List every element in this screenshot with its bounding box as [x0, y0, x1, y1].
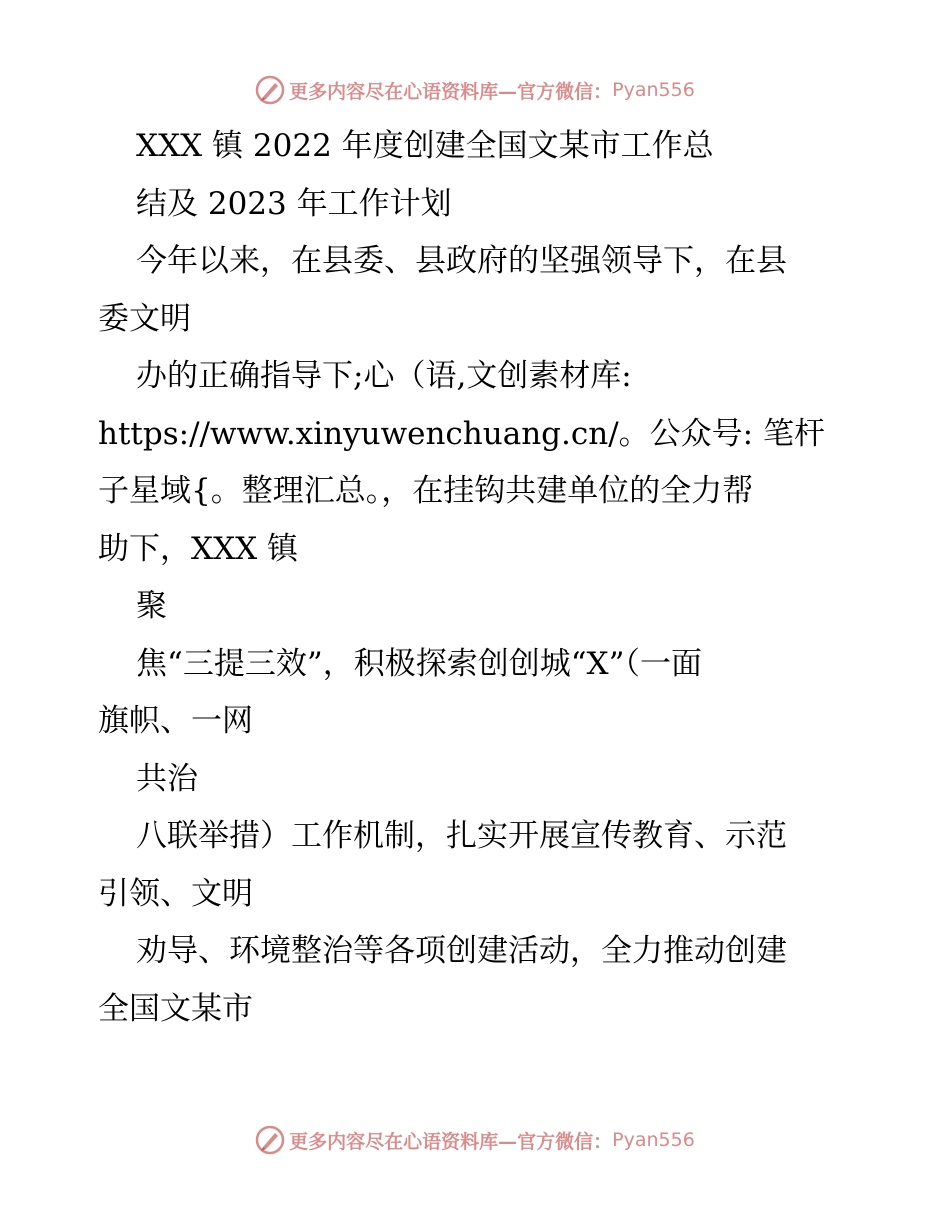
text-line: 结及 2023 年工作计划: [136, 185, 452, 222]
text-line: XXX 镇 2022 年度创建全国文某市工作总: [136, 128, 714, 164]
watermark-text: 更多内容尽在心语资料库—官方微信：: [289, 1130, 613, 1153]
document-body: [98, 118, 858, 1038]
text-line: 引领、文明: [98, 875, 253, 912]
footer-watermark: [0, 1120, 950, 1160]
text-line: 劝导、环境整治等各项创建活动，全力推动创建: [136, 933, 787, 969]
watermark-wechat-id: Pyan556: [612, 1129, 695, 1151]
text-line: 旗帜、一网: [98, 703, 253, 739]
text-line: 共治: [136, 760, 198, 797]
text-line: 全国文某市: [98, 990, 253, 1027]
pen-logo-icon: [255, 1125, 285, 1155]
text-line: 焦“三提三效”，积极探索创创城“X”（一面: [136, 645, 702, 682]
text-line: 八联举措）工作机制，扎实开展宣传教育、示范: [136, 818, 787, 854]
watermark-text: 更多内容尽在心语资料库—官方微信：: [289, 80, 613, 103]
text-line: 今年以来，在县委、县政府的坚强领导下，在县: [136, 243, 787, 279]
text-line: 办的正确指导下;心（语,文创素材库:: [136, 358, 632, 394]
text-line: 聚: [136, 588, 167, 624]
watermark-wechat-id: Pyan556: [612, 79, 695, 101]
text-line: 委文明: [98, 300, 191, 337]
pen-logo-icon: [255, 75, 285, 105]
header-watermark: [0, 70, 950, 110]
text-line: 子星域{。整理汇总。，在挂钩共建单位的全力帮: [98, 473, 754, 509]
text-line: https://www.xinyuwenchuang.cn/。公众号: 笔杆: [98, 415, 825, 452]
text-line: 助下，XXX 镇: [98, 530, 299, 567]
